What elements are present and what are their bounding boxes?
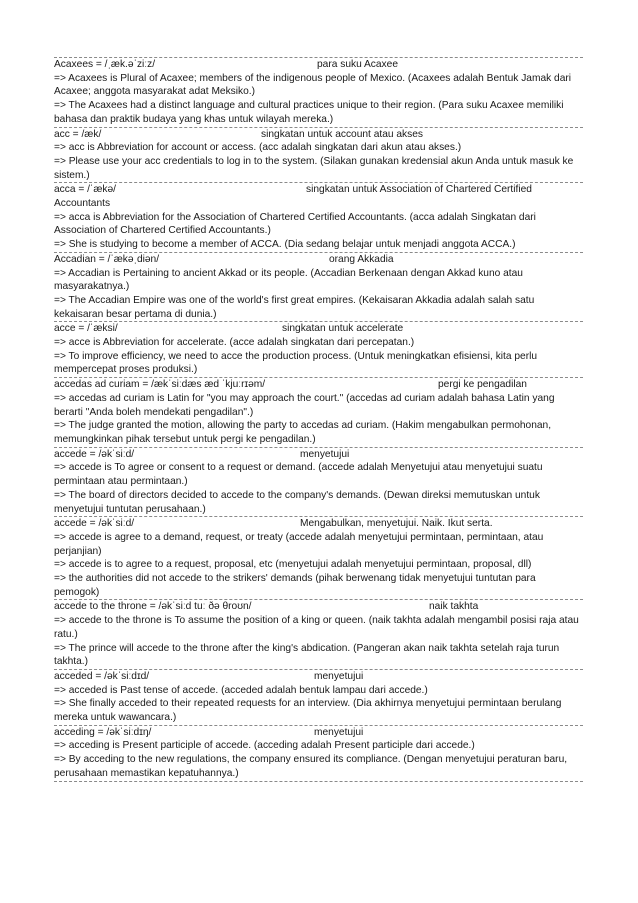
translation: singkatan untuk accelerate — [282, 323, 404, 335]
example-line: => the authorities did not accede to the strikers' demands (pihak berwenang tidak menyetujui tuntutan para pemogok) — [54, 573, 536, 598]
entry — [54, 322, 583, 378]
example-line: => The Acaxees had a distinct language and cultural practices unique to their region. (Para suku Acaxee memiliki bahasa dan praktik budaya yang khas untuk wilayah mereka.) — [54, 100, 564, 125]
entry-head — [54, 58, 583, 72]
dictionary-page — [54, 57, 583, 782]
headword-continuation: Accountants — [54, 198, 111, 210]
translation: orang Akkadia — [329, 253, 394, 265]
translation: naik takhta — [429, 601, 479, 613]
entry — [54, 378, 583, 448]
entry-head — [54, 600, 583, 614]
entry — [54, 670, 583, 726]
entry-head — [54, 253, 583, 267]
example-line: => The judge granted the motion, allowing the party to accedas ad curiam. (Hakim mengabulkan permohonan, memungkinkan pihak tersebut untuk pergi ke pengadilan.) — [54, 420, 552, 445]
entry — [54, 128, 583, 184]
example-line: => acceded is Past tense of accede. (acceded adalah bentuk lampau dari accede.) — [54, 684, 428, 696]
example-line: => accede is To agree or consent to a request or demand. (accede adalah Menyetujui atau menyetujui suatu permintaan atau permintaan.) — [54, 462, 543, 488]
example-line: => By acceding to the new regulations, the company ensured its compliance. (Dengan menyetujui peraturan baru, perusahaan memastikan kepatuhannya.) — [54, 754, 568, 779]
headword: acca = /ˈækə/ — [54, 184, 117, 196]
example-line: => accede to the throne is To assume the position of a king or queen. (naik takhta adalah mengambil posisi raja atau ratu.) — [54, 615, 579, 640]
translation: singkatan untuk account atau akses — [261, 128, 423, 140]
example-line: => The board of directors decided to accede to the company's demands. (Dewan direksi memutuskan untuk menyetujui tuntutan perusahaan.) — [54, 489, 540, 515]
example-line: => acc is Abbreviation for account or access. (acc adalah singkatan dari akun atau akses.) — [54, 142, 462, 154]
entry-head — [54, 726, 583, 740]
entry — [54, 517, 583, 600]
example-line: => Acaxees is Plural of Acaxee; members of the indigenous people of Mexico. (Acaxees adalah Bentuk Jamak dari Acaxee; anggota masyarakat adat Meksiko.) — [54, 72, 572, 98]
entry — [54, 57, 583, 128]
example-line: => Please use your acc credentials to log in to the system. (Silakan gunakan kredensial akun Anda untuk masuk ke sistem.) — [54, 155, 574, 181]
headword: accede = /əkˈsiːd/ — [54, 448, 135, 460]
example-line: => accede is to agree to a request, proposal, etc (menyetujui adalah menyetujui permintaan, proposal, dll) — [54, 559, 532, 571]
translation: menyetujui — [314, 726, 364, 738]
translation: Mengabulkan, menyetujui. Naik. Ikut serta. — [300, 518, 493, 530]
headword: acc = /æk/ — [54, 128, 102, 140]
example-line: => accedas ad curiam is Latin for "you may approach the court." (accedas ad curiam adalah bahasa Latin yang berarti "Anda boleh mendekati pengadilan".) — [54, 392, 555, 418]
headword: acce = /ˈæksi/ — [54, 323, 118, 335]
headword: acceding = /əkˈsiːdɪŋ/ — [54, 726, 152, 738]
entry-head — [54, 448, 583, 462]
headword: accede = /əkˈsiːd/ — [54, 518, 135, 530]
entry-head — [54, 670, 583, 684]
headword: acceded = /əkˈsiːdɪd/ — [54, 670, 150, 682]
example-line: => To improve efficiency, we need to acce the production process. (Untuk meningkatkan efisiensi, kita perlu mempercepat proses produksi.) — [54, 350, 538, 376]
entry — [54, 183, 583, 253]
example-line: => accede is agree to a demand, request, or treaty (accede adalah menyetujui permintaan, permintaan, atau perjanjian) — [54, 531, 544, 557]
translation: pergi ke pengadilan — [438, 379, 527, 391]
headword: Acaxees = /ˌæk.əˈziːz/ — [54, 59, 156, 70]
example-line: => The prince will accede to the throne after the king's abdication. (Pangeran akan naik takhta setelah raja turun takhta.) — [54, 642, 560, 668]
entry — [54, 253, 583, 323]
entry-head — [54, 128, 583, 142]
entry — [54, 448, 583, 518]
headword: accede to the throne = /əkˈsiːd tuː ðə θroʊn/ — [54, 601, 252, 613]
example-line: => acceding is Present participle of accede. (acceding adalah Present participle dari accede.) — [54, 740, 475, 752]
example-line: => She is studying to become a member of ACCA. (Dia sedang belajar untuk menjadi anggota ACCA.) — [54, 239, 516, 251]
example-line: => The Accadian Empire was one of the world's first great empires. (Kekaisaran Akkadia adalah salah satu kekaisaran besar pertama di dunia.) — [54, 294, 535, 320]
entry-head — [54, 183, 583, 197]
example-line: => Accadian is Pertaining to ancient Akkad or its people. (Accadian Berkenaan dengan Akkad kuno atau masyarakatnya.) — [54, 267, 523, 293]
translation: menyetujui — [300, 448, 350, 460]
entry — [54, 600, 583, 670]
translation: menyetujui — [314, 670, 364, 682]
translation: singkatan untuk Association of Chartered Certified — [306, 184, 532, 196]
example-line: => acce is Abbreviation for accelerate. (acce adalah singkatan dari percepatan.) — [54, 337, 415, 349]
entry-head — [54, 378, 583, 392]
example-line: => She finally acceded to their repeated requests for an interview. (Dia akhirnya menyetujui permintaan berulang mereka untuk wawancara.) — [54, 698, 562, 724]
translation: para suku Acaxee — [317, 59, 398, 70]
entry — [54, 726, 583, 782]
entry-head — [54, 517, 583, 531]
headword: accedas ad curiam = /ækˈsiːdæs æd ˈkjuːrɪəm/ — [54, 379, 266, 391]
example-line: => acca is Abbreviation for the Association of Chartered Certified Accountants. (acca adalah Singkatan dari Association of Chartered Certified Accountants.) — [54, 211, 536, 237]
headword: Accadian = /ˈækəˌdiən/ — [54, 253, 160, 265]
entry-head — [54, 322, 583, 336]
